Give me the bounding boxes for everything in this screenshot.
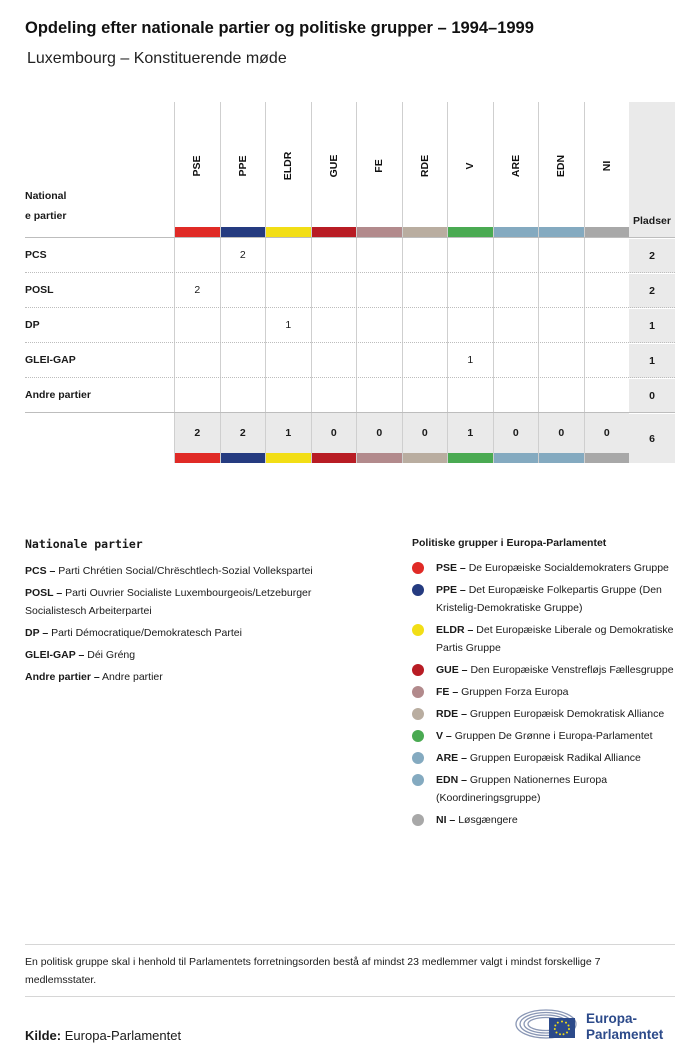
page-subtitle: Luxembourg – Konstituerende møde [27, 50, 287, 67]
table-cell [402, 273, 448, 308]
table-cell [584, 238, 630, 273]
table-cell [311, 238, 357, 273]
total-value: 0 [512, 427, 519, 439]
total-cell [447, 413, 493, 463]
total-value: 0 [330, 427, 337, 439]
group-column-fe [356, 102, 402, 237]
legend-name: Andre partier [102, 671, 163, 683]
group-column-label: GUE [327, 154, 340, 178]
national-parties-legend [25, 537, 365, 690]
group-legend-item [412, 811, 682, 829]
logo-line2: Parlamentet [586, 1027, 664, 1042]
group-column-edn [538, 102, 584, 237]
legend-name: Løsgængere [458, 814, 518, 826]
table-cell [220, 308, 266, 343]
total-cell [356, 413, 402, 463]
divider-bottom [25, 996, 675, 997]
legend-code: RDE – [436, 708, 467, 720]
group-legend-item [412, 559, 682, 577]
total-value: 1 [285, 427, 292, 439]
legend-name: De Europæiske Socialdemokraters Gruppe [468, 562, 669, 574]
legend-name: Gruppen Forza Europa [461, 686, 569, 698]
legend-name: Parti Démocratique/Demokratesch Partei [51, 627, 242, 639]
table-cell [493, 378, 539, 413]
group-color-bar [175, 453, 220, 463]
total-value: 2 [239, 427, 246, 439]
legend-name: Den Europæiske Venstrefløjs Fællesgruppe [470, 664, 674, 676]
seats-cell: 0 [629, 378, 675, 413]
legend-code: FE – [436, 686, 459, 698]
seats-cell: 1 [629, 343, 675, 378]
totals-row [25, 412, 675, 462]
legend-code: V – [436, 730, 452, 742]
logo-text [586, 1011, 663, 1043]
page-title: Opdeling efter nationale partier og politiske grupper – 1994–1999 [25, 19, 534, 37]
table-cell: 2 [174, 273, 220, 308]
grand-total: 6 [629, 413, 675, 463]
legend-dot-icon [412, 774, 424, 786]
group-legend-item [412, 683, 682, 701]
legend-code: NI – [436, 814, 456, 826]
legend-code: Andre partier – [25, 671, 100, 683]
table-cell [356, 238, 402, 273]
legend-dot-icon [412, 624, 424, 636]
total-cell [220, 413, 266, 463]
group-legend-item [412, 581, 682, 617]
divider-top [25, 944, 675, 945]
table-cell [584, 273, 630, 308]
table-cell [356, 343, 402, 378]
table-cell [538, 378, 584, 413]
legend-code: GLEI-GAP – [25, 649, 85, 661]
table-cell [265, 343, 311, 378]
legend-code: PCS – [25, 565, 56, 577]
legend-dot-icon [412, 584, 424, 596]
legend-dot-icon [412, 664, 424, 676]
party-name: DP [25, 319, 40, 331]
table-cell [356, 273, 402, 308]
table-cell [265, 378, 311, 413]
table-cell [265, 238, 311, 273]
table-cell [220, 378, 266, 413]
total-value: 1 [467, 427, 474, 439]
group-column-label: RDE [418, 154, 431, 178]
legend-name: Gruppen Europæisk Radikal Alliance [469, 752, 641, 764]
seats-header-label: Pladser [633, 215, 671, 227]
legend-name: Parti Ouvrier Socialiste Luxembourgeois/Letzeburger Socialistesch Arbeiterpartei [25, 587, 312, 617]
seats-header [629, 102, 675, 237]
group-color-bar [585, 227, 630, 237]
table-cell: 1 [265, 308, 311, 343]
national-legend-item [25, 584, 365, 620]
table-cell [174, 343, 220, 378]
total-cell [584, 413, 630, 463]
group-color-bar [539, 453, 584, 463]
total-cell [311, 413, 357, 463]
table-row [25, 272, 675, 307]
group-color-bar [448, 453, 493, 463]
national-legend-heading: Nationale partier [25, 537, 143, 551]
eu-parliament-logo [514, 1004, 684, 1048]
party-name: GLEI-GAP [25, 354, 76, 366]
table-cell [311, 273, 357, 308]
group-column-label: V [464, 162, 477, 170]
seats-cell: 2 [629, 238, 675, 273]
party-name: POSL [25, 284, 54, 296]
table-cell [265, 273, 311, 308]
group-column-label: FE [373, 159, 386, 173]
legend-name: Gruppen De Grønne i Europa-Parlamentet [454, 730, 653, 742]
group-column-label: NI [600, 160, 613, 172]
group-color-bar [357, 227, 402, 237]
total-value: 0 [603, 427, 610, 439]
seats-cell: 1 [629, 308, 675, 343]
legend-code: ELDR – [436, 624, 474, 636]
table-cell [447, 378, 493, 413]
total-value: 0 [558, 427, 565, 439]
table-cell [493, 238, 539, 273]
total-cell [402, 413, 448, 463]
table-row [25, 377, 675, 412]
group-column-label: PPE [236, 155, 249, 177]
table-cell [220, 343, 266, 378]
legend-name: Déi Gréng [87, 649, 136, 661]
table-cell [447, 308, 493, 343]
table-cell [220, 273, 266, 308]
table-cell [493, 343, 539, 378]
table-cell [538, 343, 584, 378]
group-column-ppe [220, 102, 266, 237]
group-color-bar [312, 227, 357, 237]
group-color-bar [221, 453, 266, 463]
group-column-gue [311, 102, 357, 237]
legend-name: Gruppen Europæisk Demokratisk Alliance [469, 708, 665, 720]
legend-code: PPE – [436, 584, 466, 596]
group-column-ni [584, 102, 630, 237]
total-value: 0 [376, 427, 383, 439]
legend-code: ARE – [436, 752, 467, 764]
footnote: En politisk gruppe skal i henhold til Parlamentets forretningsorden bestå af mindst 23 medlemmer valgt i mindst forskellige 7 medlemsstater. [25, 956, 601, 986]
table-cell [402, 308, 448, 343]
legend-code: DP – [25, 627, 49, 639]
table-cell [402, 378, 448, 413]
group-column-label: PSE [191, 155, 204, 177]
legend-dot-icon [412, 814, 424, 826]
party-name: PCS [25, 249, 47, 261]
group-color-bar [357, 453, 402, 463]
group-color-bar [494, 453, 539, 463]
table-cell [174, 238, 220, 273]
national-header-line2: e partier [25, 210, 67, 222]
table-cell [447, 238, 493, 273]
table-cell [311, 343, 357, 378]
total-value: 2 [194, 427, 201, 439]
table-cell [584, 378, 630, 413]
group-column-label: ELDR [282, 151, 295, 181]
source-line [25, 1028, 181, 1043]
table-cell [538, 308, 584, 343]
group-color-bar [266, 453, 311, 463]
group-color-bar [266, 227, 311, 237]
group-legend-item [412, 621, 682, 657]
group-legend-item [412, 749, 682, 767]
legend-name: Gruppen Nationernes Europa (Koordineringsgruppe) [436, 774, 608, 804]
national-header-line1: National [25, 190, 67, 202]
group-legend-item [412, 661, 682, 679]
table-row [25, 342, 675, 377]
table-cell [584, 308, 630, 343]
national-legend-item [25, 646, 365, 664]
table-cell [493, 273, 539, 308]
legend-code: POSL – [25, 587, 63, 599]
group-color-bar [403, 227, 448, 237]
group-color-bar [494, 227, 539, 237]
legend-dot-icon [412, 562, 424, 574]
groups-legend-heading: Politiske grupper i Europa-Parlamentet [412, 537, 607, 549]
group-legend-item [412, 705, 682, 723]
legend-name: Det Europæiske Liberale og Demokratiske Partis Gruppe [436, 624, 674, 654]
table-cell [447, 273, 493, 308]
table-cell [174, 308, 220, 343]
table-cell [311, 308, 357, 343]
table-row [25, 307, 675, 342]
group-column-are [493, 102, 539, 237]
seats-cell: 2 [629, 273, 675, 308]
source-label: Kilde: [25, 1028, 62, 1043]
group-legend-item [412, 727, 682, 745]
table-cell [538, 238, 584, 273]
legend-code: GUE – [436, 664, 468, 676]
total-cell [538, 413, 584, 463]
table-cell [402, 343, 448, 378]
table-cell [356, 378, 402, 413]
eu-parliament-logo-icon [514, 1004, 580, 1044]
group-column-label: ARE [509, 154, 522, 178]
legend-name: Parti Chrétien Social/Chrëschtlech-Sozial Vollekspartei [58, 565, 313, 577]
table-cell [538, 273, 584, 308]
national-legend-item [25, 668, 365, 686]
table-cell [311, 378, 357, 413]
group-column-label: EDN [555, 154, 568, 178]
legend-dot-icon [412, 708, 424, 720]
group-column-eldr [265, 102, 311, 237]
table-cell: 1 [447, 343, 493, 378]
total-cell [174, 413, 220, 463]
group-color-bar [585, 453, 630, 463]
table-cell: 2 [220, 238, 266, 273]
legend-code: PSE – [436, 562, 466, 574]
political-groups-legend [412, 537, 682, 833]
group-color-bar [403, 453, 448, 463]
group-color-bar [221, 227, 266, 237]
national-legend-item [25, 562, 365, 580]
party-name: Andre partier [25, 389, 91, 401]
group-column-rde [402, 102, 448, 237]
national-legend-item [25, 624, 365, 642]
table-cell [356, 308, 402, 343]
legend-dot-icon [412, 752, 424, 764]
group-legend-item [412, 771, 682, 807]
group-color-bar [175, 227, 220, 237]
table-row [25, 237, 675, 272]
legend-name: Det Europæiske Folkepartis Gruppe (Den Kristelig-Demokratiske Gruppe) [436, 584, 662, 614]
source-value: Europa-Parlamentet [64, 1028, 182, 1043]
logo-line1: Europa- [586, 1011, 638, 1026]
total-cell [265, 413, 311, 463]
group-column-v [447, 102, 493, 237]
group-color-bar [312, 453, 357, 463]
total-cell [493, 413, 539, 463]
group-column-pse [174, 102, 220, 237]
group-color-bar [448, 227, 493, 237]
national-parties-header [25, 186, 66, 226]
table-cell [402, 238, 448, 273]
legend-code: EDN – [436, 774, 467, 786]
table-cell [174, 378, 220, 413]
total-value: 0 [421, 427, 428, 439]
legend-dot-icon [412, 686, 424, 698]
table-cell [493, 308, 539, 343]
group-color-bar [539, 227, 584, 237]
table-cell [584, 343, 630, 378]
legend-dot-icon [412, 730, 424, 742]
